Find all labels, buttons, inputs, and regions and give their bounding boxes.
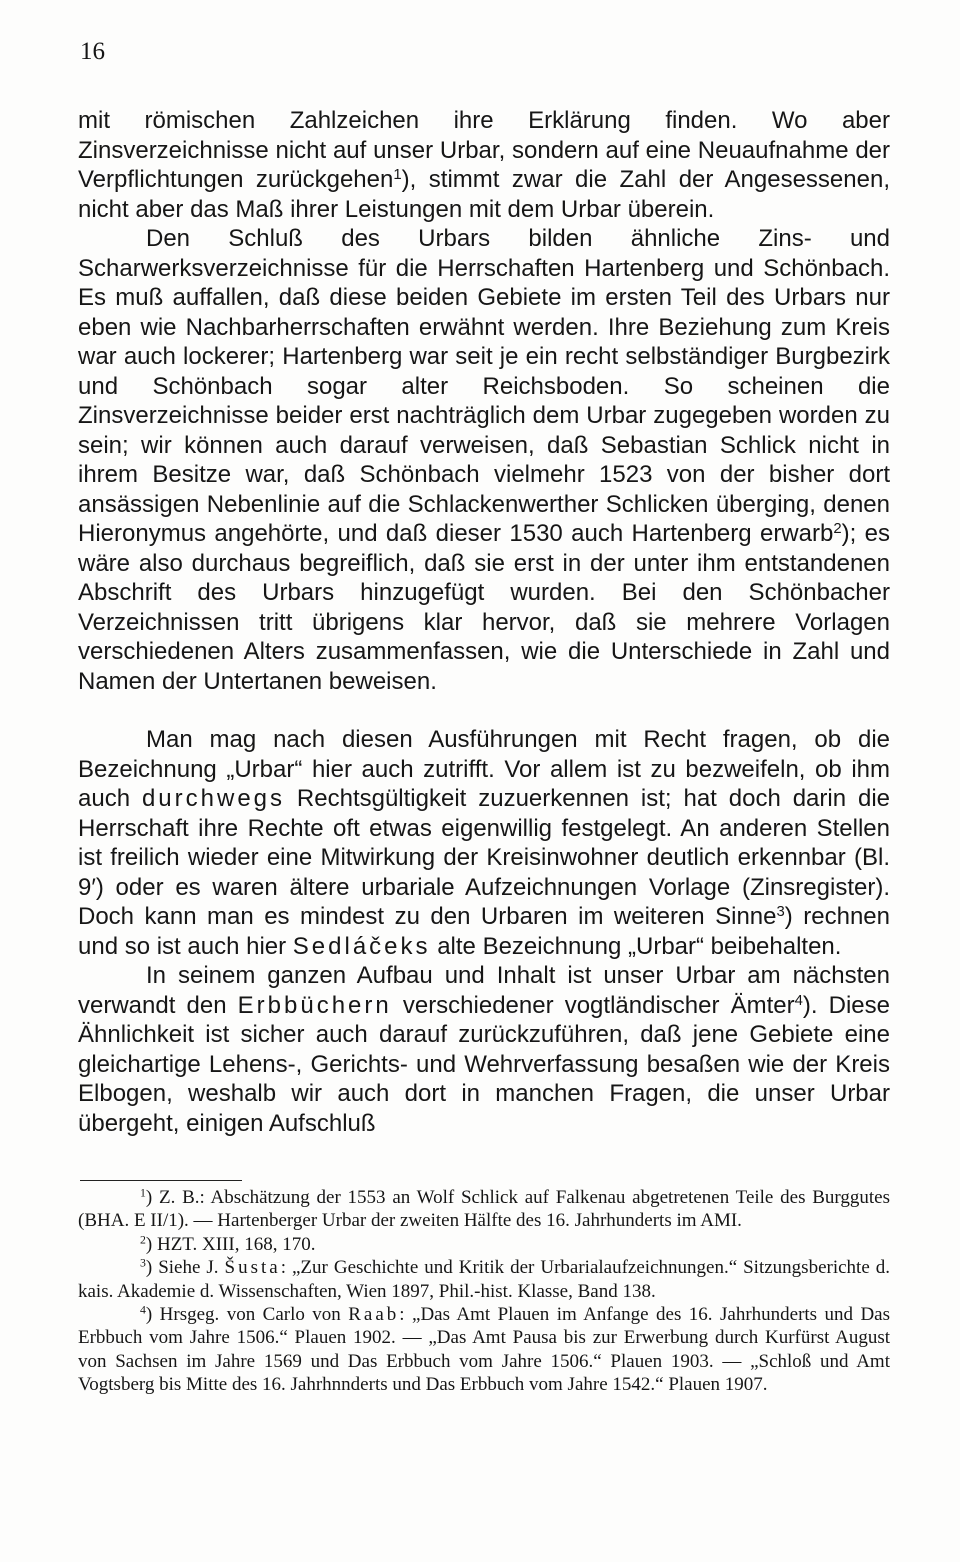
spaced-emphasis: Raab	[348, 1304, 400, 1326]
footnote-ref-1[interactable]: 1	[393, 166, 402, 183]
paragraph-1: mit römischen Zahlzeichen ihre Erklärung finden. Wo aber Zinsverzeichnisse nicht auf unser Urbar, sondern auf eine Neuaufnahme der Verpflichtungen zurückgehen$^1$), stimmt zwar die Zahl der Angesessenen, nicht aber das Maß ihrer Leistungen mit dem Urbar überein.	[78, 107, 890, 223]
footnote-2: $^2$) HZT. XIII, 168, 170.	[140, 1233, 316, 1255]
paragraph-3: Man mag nach diesen Ausführungen mit Recht fragen, ob die Bezeichnung „Urbar“ hier auch zutrifft. Vor allem ist zu bezweifeln, ob ihm auch durchwegs Rechtsgültigkeit zuzuerkennen ist; hat doch darin die Herrschaft ihre Rechte oft etwas eigenwillig festgelegt. An anderen Stellen ist freilich wieder eine Mitwirkung der Kreisinwohner deutlich erkennbar (Bl. 9′) oder es waren ältere urbariale Aufzeichnungen Vorlage (Zinsregister). Doch kann man es mindest zu den Urbaren im weiteren Sinne$^3$) rechnen und so ist auch hier Sedláčeks alte Bezeichnung „Urbar“ beibehalten.	[78, 726, 891, 960]
footnote-ref-4[interactable]: 4	[794, 992, 803, 1009]
spaced-emphasis: durchwegs	[141, 785, 286, 812]
footnote-1: $^1$) Z. B.: Abschätzung der 1553 an Wolf Schlick auf Falkenau abgetretenen Teile des Burggutes (BHA. E II/1). — Hartenberger Urbar der zweiten Hälfte des 16. Jahrhunderts im AMI.	[78, 1186, 890, 1232]
footnote-3: $^3$) Siehe J. Šusta: „Zur Geschichte und Kritik der Urbarialaufzeichnungen.“ Sitzungsberichte d. kais. Akademie d. Wissenschaften, Wien 1897, Phil.-hist. Klasse, Band 138.	[78, 1256, 890, 1302]
paragraph-2: Den Schluß des Urbars bilden ähnliche Zins- und Scharwerksverzeichnisse für die Herrschaften Hartenberg und Schönbach. Es muß auffallen, daß diese beiden Gebiete im ersten Teil des Urbars nur eben wie Nachbarherrschaften erwähnt werden. Ihre Beziehung zum Kreis war auch lockerer; Hartenberg war seit je ein recht selbständiger Burgbezirk und Schönbach sogar alter Reichsboden. So scheinen die Zinsverzeichnisse beider erst nachträglich dem Urbar zugegeben worden zu sein; wir können auch darauf verweisen, daß Sebastian Schlick nicht in ihrem Besitze war, daß Schönbach vielmehr 1523 von der bisher dort ansässigen Nebenlinie auf die Schlackenwerther Schlicken überging, denen Hieronymus angehörte, und daß dieser 1530 auch Hartenberg erwarb$^2$); es wäre also durchaus begreiflich, daß sie erst in der unter ihm entstandenen Abschrift des Urbars hinzugefügt wurden. Bei den Schönbacher Verzeichnissen tritt übrigens klar hervor, daß sie mehrere Vorlagen verschiedenen Alters zusammenfassen, wie die Unterschiede in Zahl und Namen der Untertanen beweisen.	[78, 225, 890, 695]
footnote-divider	[80, 1180, 242, 1181]
main-text	[78, 106, 890, 1138]
spaced-emphasis: Šusta	[224, 1257, 281, 1279]
footnotes	[78, 1186, 890, 1397]
footnote-ref-2[interactable]: 2	[833, 520, 842, 537]
page-number: 16	[80, 38, 105, 65]
spaced-emphasis: Erbbüchern	[237, 991, 392, 1019]
footnote-4: $^4$) Hrsgeg. von Carlo von Raab: „Das Amt Plauen im Anfange des 16. Jahrhunderts und Das Erbbuch vom Jahre 1506.“ Plauen 1902. — „Das Amt Pausa bis zur Erwerbung durch Kurfürst August von Sachsen im Jahre 1569 und Das Erbbuch vom Jahre 1506.“ Plauen 1903. — „Schloß und Amt Vogtsberg bis Mitte des 16. Jahrhnnderts und Das Erbbuch vom Jahre 1542.“ Plauen 1907.	[78, 1303, 891, 1396]
footnote-ref-3[interactable]: 3	[776, 903, 785, 920]
spaced-emphasis: Sedláčeks	[292, 932, 431, 960]
paragraph-4: In seinem ganzen Aufbau und Inhalt ist unser Urbar am nächsten verwandt den Erbbüchern verschiedener vogtländischer Ämter$^4$). Diese Ähnlichkeit ist sicher auch darauf zurückzuführen, daß jene Gebiete eine gleichartige Lehens-, Gerichts- und Wehrverfassung besaßen wie der Kreis Elbogen, weshalb wir auch dort in manchen Fragen, die unser Urbar übergeht, einigen Aufschluß	[78, 962, 891, 1137]
